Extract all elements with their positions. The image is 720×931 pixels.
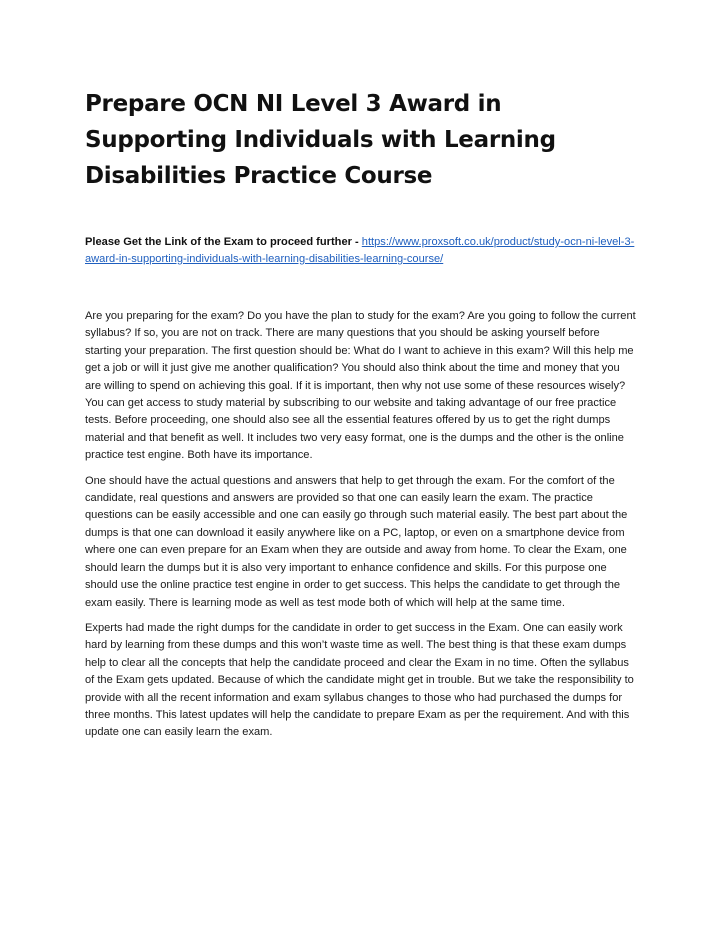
body-paragraph-1: Are you preparing for the exam? Do you have the plan to study for the exam? Are you going to follow the current syllabus? If so, you are not on track. There are many questions that you should be asking yourself before starting your preparation. The first question should be: What do I want to achieve in this exam? Will this help me get a job or will it just give me another qualification? You should also think about the time and money that you are willing to spend on achieving this goal. If it is important, then why not use some of these resources wisely? You can get access to study material by subscribing to our website and taking advantage of our free practice tests. Before proceeding, one should also see all the essential features offered by us to get the right dumps material and that benefit as well. It includes two very easy format, one is the dumps and the other is the online practice test engine. Both have its importance.: [85, 310, 636, 462]
body-paragraph-2: One should have the actual questions and answers that help to get through the exam. For the comfort of the candidate, real questions and answers are provided so that one can easily learn the exam. The practice questions can be easily accessible and one can easily go through such material easily. The best part about the dumps is that one can download it easily anywhere like on a PC, laptop, or even on a smartphone device from where one can even prepare for an Exam when they are outside and away from home. To clear the Exam, one should learn the dumps but it is also very important to enhance confidence and skills. For this purpose one should use the online practice test engine in order to get success. This helps the candidate to get through the exam easily. There is learning mode as well as test mode both of which will help at the same time.: [85, 474, 628, 609]
document-title: Prepare OCN NI Level 3 Award in Supporting Individuals with Learning Disabilities Practice Course: [85, 91, 556, 189]
link-lead-text: Please Get the Link of the Exam to proceed further -: [85, 236, 362, 248]
exam-link-paragraph: [85, 234, 637, 268]
document-page: [85, 86, 637, 742]
exam-link[interactable]: https://www.proxsoft.co.uk/product/study-ocn-ni-level-3-award-in-supporting-individuals-with-learning-disabilities-learning-course/: [85, 236, 635, 265]
body-paragraph-3: Experts had made the right dumps for the candidate in order to get success in the Exam. One can easily work hard by learning from these dumps and this won’t waste time as well. The best thing is that these exam dumps help to clear all the concepts that help the candidate proceed and clear the Exam in no time. Often the syllabus of the Exam gets updated. Because of which the candidate might get in trouble. But we take the responsibility to provide with all the recent information and exam syllabus changes to those who had purchased the dumps for three months. This latest updates will help the candidate to prepare Exam as per the requirement. And with this update one can easily learn the exam.: [85, 621, 634, 739]
